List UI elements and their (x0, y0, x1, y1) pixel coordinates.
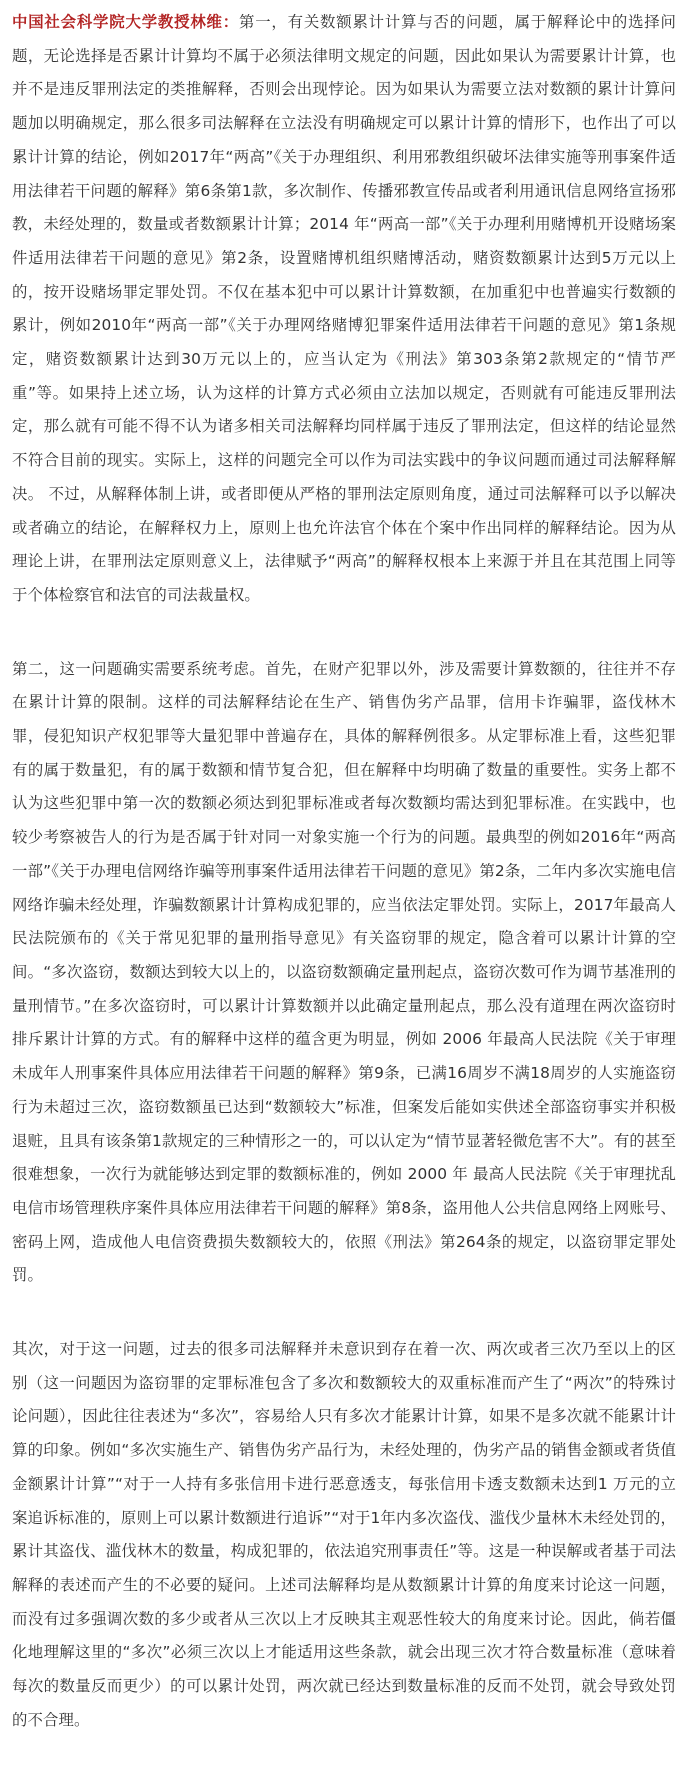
speaker-name: 中国社会科学院大学教授林维 (12, 13, 223, 31)
paragraph-1-text: 第一，有关数额累计计算与否的问题，属于解释论中的选择问题，无论选择是否累计计算均不属于必须法律明文规定的问题，因此如果认为需要累计计算，也并不是违反罪刑法定的类推解释，否则会出现悖论。因为如果认为需要立法对数额的累计计算问题加以明确规定，那么很多司法解释在立法没有明确规定可以累计计算的情形下，也作出了可以累计计算的结论，例如2017年“两高”《关于办理组织、利用邪教组织破坏法律实施等刑事案件适用法律若干问题的解释》第6条第1款，多次制作、传播邪教宣传品或者利用通讯信息网络宣扬邪教，未经处理的，数量或者数额累计计算；2014 年“两高一部”《关于办理利用赌博机开设赌场案件适用法律若干问题的意见》第2条，设置赌博机组织赌博活动，赌资数额累计达到5万元以上的，按开设赌场罪定罪处罚。不仅在基本犯中可以累计计算数额，在加重犯中也普遍实行数额的累计，例如2010年“两高一部”《关于办理网络赌博犯罪案件适用法律若干问题的意见》第1条规定，赌资数额累计达到30万元以上的，应当认定为《刑法》第303条第2款规定的“情节严重”等。如果持上述立场，认为这样的计算方式必须由立法加以规定，否则就有可能违反罪刑法定，那么就有可能不得不认为诸多相关司法解释均同样属于违反了罪刑法定，但这样的结论显然不符合目前的现实。实际上，这样的问题完全可以作为司法实践中的争议问题而通过司法解释解决。 不过，从解释体制上讲，或者即便从严格的罪刑法定原则角度，通过司法解释可以予以解决或者确立的结论，在解释权力上，原则上也允许法官个体在个案中作出同样的解释结论。因为从理论上讲，在罪刑法定原则意义上，法律赋予“两高”的解释权根本上来源于并且在其范围上同等于个体检察官和法官的司法裁量权。 (12, 13, 676, 604)
speaker-separator: ： (222, 13, 239, 31)
paragraph-3: 其次，对于这一问题，过去的很多司法解释并未意识到存在着一次、两次或者三次乃至以上的区别（这一问题因为盗窃罪的定罪标准包含了多次和数额较大的双重标准而产生了“两次”的特殊讨论问题），因此往往表述为“多次”，容易给人只有多次才能累计计算，如果不是多次就不能累计计算的印象。例如“多次实施生产、销售伪劣产品行为，未经处理的，伪劣产品的销售金额或者货值金额累计计算”“对于一人持有多张信用卡进行恶意透支，每张信用卡透支数额未达到1 万元的立案追诉标准的，原则上可以累计数额进行追诉”“对于1年内多次盗伐、滥伐少量林木未经处罚的，累计其盗伐、滥伐林木的数量，构成犯罪的，依法追究刑事责任”等。这是一种误解或者基于司法解释的表述而产生的不必要的疑问。上述司法解释均是从数额累计计算的角度来讨论这一问题，而没有过多强调次数的多少或者从三次以上才反映其主观恶性较大的角度来讨论。因此，倘若僵化地理解这里的“多次”必须三次以上才能适用这些条款，就会出现三次才符合数量标准（意味着每次的数量反而更少）的可以累计处罚，两次就已经达到数量标准的反而不处罚，就会导致处罚的不合理。 (12, 1340, 676, 1729)
paragraph-1 (12, 6, 676, 613)
paragraph-2: 第二，这一问题确实需要系统考虑。首先，在财产犯罪以外，涉及需要计算数额的，往往并不存在累计计算的限制。这样的司法解释结论在生产、销售伪劣产品罪，信用卡诈骗罪，盗伐林木罪，侵犯知识产权犯罪等大量犯罪中普遍存在，具体的解释例很多。从定罪标准上看，这些犯罪有的属于数量犯，有的属于数额和情节复合犯，但在解释中均明确了数量的重要性。实务上都不认为这些犯罪中第一次的数额必须达到犯罪标准或者每次数额均需达到犯罪标准。在实践中，也较少考察被告人的行为是否属于针对同一对象实施一个行为的问题。最典型的例如2016年“两高一部”《关于办理电信网络诈骗等刑事案件适用法律若干问题的意见》第2条，二年内多次实施电信网络诈骗未经处理，诈骗数额累计计算构成犯罪的，应当依法定罪处罚。实际上，2017年最高人民法院颁布的《关于常见犯罪的量刑指导意见》有关盗窃罪的规定，隐含着可以累计计算的空间。“多次盗窃，数额达到较大以上的，以盗窃数额确定量刑起点，盗窃次数可作为调节基准刑的量刑情节。”在多次盗窃时，可以累计计算数额并以此确定量刑起点，那么没有道理在两次盗窃时排斥累计计算的方式。有的解释中这样的蕴含更为明显，例如 2006 年最高人民法院《关于审理未成年人刑事案件具体应用法律若干问题的解释》第9条，已满16周岁不满18周岁的人实施盗窃行为未超过三次，盗窃数额虽已达到“数额较大”标准，但案发后能如实供述全部盗窃事实并积极退赃，且具有该条第1款规定的三种情形之一的，可以认定为“情节显著轻微危害不大”。有的甚至很难想象，一次行为就能够达到定罪的数额标准的，例如 2000 年 最高人民法院《关于审理扰乱电信市场管理秩序案件具体应用法律若干问题的解释》第8条，盗用他人公共信息网络上网账号、密码上网，造成他人电信资费损失数额较大的，依照《刑法》第264条的规定，以盗窃罪定罪处罚。 (12, 659, 676, 1285)
article-body (12, 6, 676, 1737)
